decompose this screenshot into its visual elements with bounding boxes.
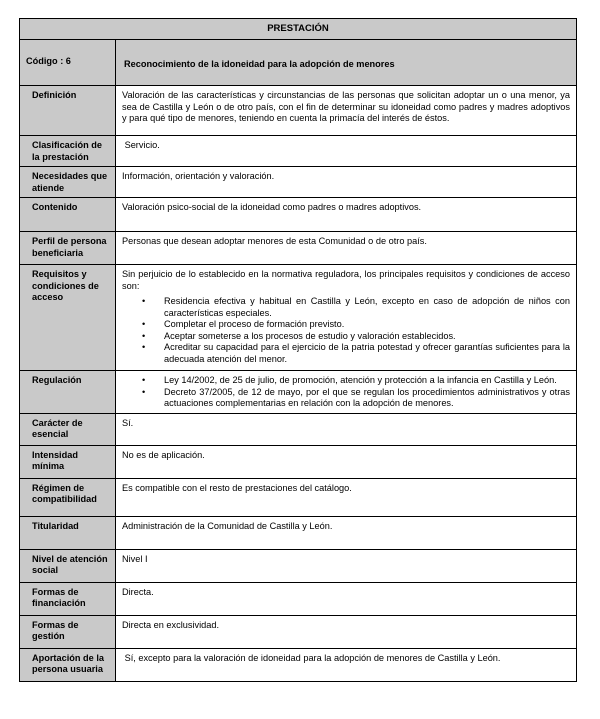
row-regimen	[20, 478, 577, 516]
row-value: Sí.	[116, 413, 577, 445]
row-label: Perfil de persona beneficiaria	[20, 232, 116, 265]
row-value: Valoración de las características y circunstancias de las personas que solicitan adoptar un o una menor, ya sea de Castilla y León o de otro país, con el fin de determinar su idoneidad como padres y madres adoptivos y para qué tipo de menores, teniendo en cuenta la primacía del interés de éstos.	[116, 86, 577, 136]
requisitos-intro: Sin perjuicio de lo establecido en la normativa reguladora, los principales requisitos y condiciones de acceso son:	[122, 269, 570, 291]
row-perfil	[20, 232, 577, 265]
row-value	[116, 136, 577, 167]
row-definicion	[20, 86, 577, 136]
row-value: Directa en exclusividad.	[116, 615, 577, 648]
regulacion-list	[122, 375, 570, 410]
row-label: Formas de financiación	[20, 582, 116, 615]
row-label: Necesidades que atiende	[20, 167, 116, 198]
row-value-text: Servicio.	[124, 140, 160, 150]
list-item: • Completar el proceso de formación previsto.	[164, 319, 570, 331]
list-item: • Ley 14/2002, de 25 de julio, de promoción, atención y protección a la infancia en Castilla y León.	[164, 375, 570, 387]
row-contenido	[20, 198, 577, 232]
row-value: Directa.	[116, 582, 577, 615]
row-regulacion	[20, 371, 577, 414]
row-value: Valoración psico-social de la idoneidad como padres o madres adoptivos.	[116, 198, 577, 232]
row-label: Aportación de la persona usuaria	[20, 648, 116, 681]
list-item: • Decreto 37/2005, de 12 de mayo, por el que se regulan los procedimientos administrativos y otras actuaciones complementarias en relación con la adopción de menores.	[164, 387, 570, 410]
row-caracter	[20, 413, 577, 445]
list-item: • Residencia efectiva y habitual en Castilla y León, excepto en caso de adopción de niños con características especiales.	[164, 296, 570, 319]
row-titularidad	[20, 516, 577, 549]
row-label: Definición	[20, 86, 116, 136]
row-financiacion	[20, 582, 577, 615]
row-aportacion	[20, 648, 577, 681]
row-gestion	[20, 615, 577, 648]
row-label: Requisitos y condiciones de acceso	[20, 265, 116, 371]
row-value	[116, 648, 577, 681]
row-value: Información, orientación y valoración.	[116, 167, 577, 198]
row-value: Es compatible con el resto de prestaciones del catálogo.	[116, 478, 577, 516]
row-label: Carácter de esencial	[20, 413, 116, 445]
row-value: Nivel I	[116, 549, 577, 582]
row-necesidades	[20, 167, 577, 198]
row-label: Regulación	[20, 371, 116, 414]
prestacion-table	[19, 18, 577, 682]
row-label: Formas de gestión	[20, 615, 116, 648]
row-value-text: Sí, excepto para la valoración de idoneidad para la adopción de menores de Castilla y León.	[124, 652, 501, 663]
code-row	[20, 40, 577, 86]
row-label: Nivel de atención social	[20, 549, 116, 582]
row-label: Titularidad	[20, 516, 116, 549]
row-clasificacion	[20, 136, 577, 167]
row-label: Clasificación de la prestación	[20, 136, 116, 167]
row-label: Régimen de compatibilidad	[20, 478, 116, 516]
row-value	[116, 265, 577, 371]
row-label: Intensidad mínima	[20, 445, 116, 478]
requisitos-list	[122, 296, 570, 365]
codigo-label: Código : 6	[20, 40, 116, 86]
row-label: Contenido	[20, 198, 116, 232]
row-value	[116, 371, 577, 414]
title-row	[20, 19, 577, 40]
row-nivel	[20, 549, 577, 582]
row-value: Administración de la Comunidad de Castilla y León.	[116, 516, 577, 549]
row-requisitos	[20, 265, 577, 371]
row-value: Personas que desean adoptar menores de esta Comunidad o de otro país.	[116, 232, 577, 265]
table-title: PRESTACIÓN	[20, 19, 577, 40]
row-value: No es de aplicación.	[116, 445, 577, 478]
row-intensidad	[20, 445, 577, 478]
list-item: • Acreditar su capacidad para el ejercicio de la patria potestad y ofrecer garantías suficientes para la adecuada atención del menor.	[164, 342, 570, 365]
prestacion-name: Reconocimiento de la idoneidad para la adopción de menores	[116, 40, 577, 86]
list-item: • Aceptar someterse a los procesos de estudio y valoración establecidos.	[164, 331, 570, 343]
